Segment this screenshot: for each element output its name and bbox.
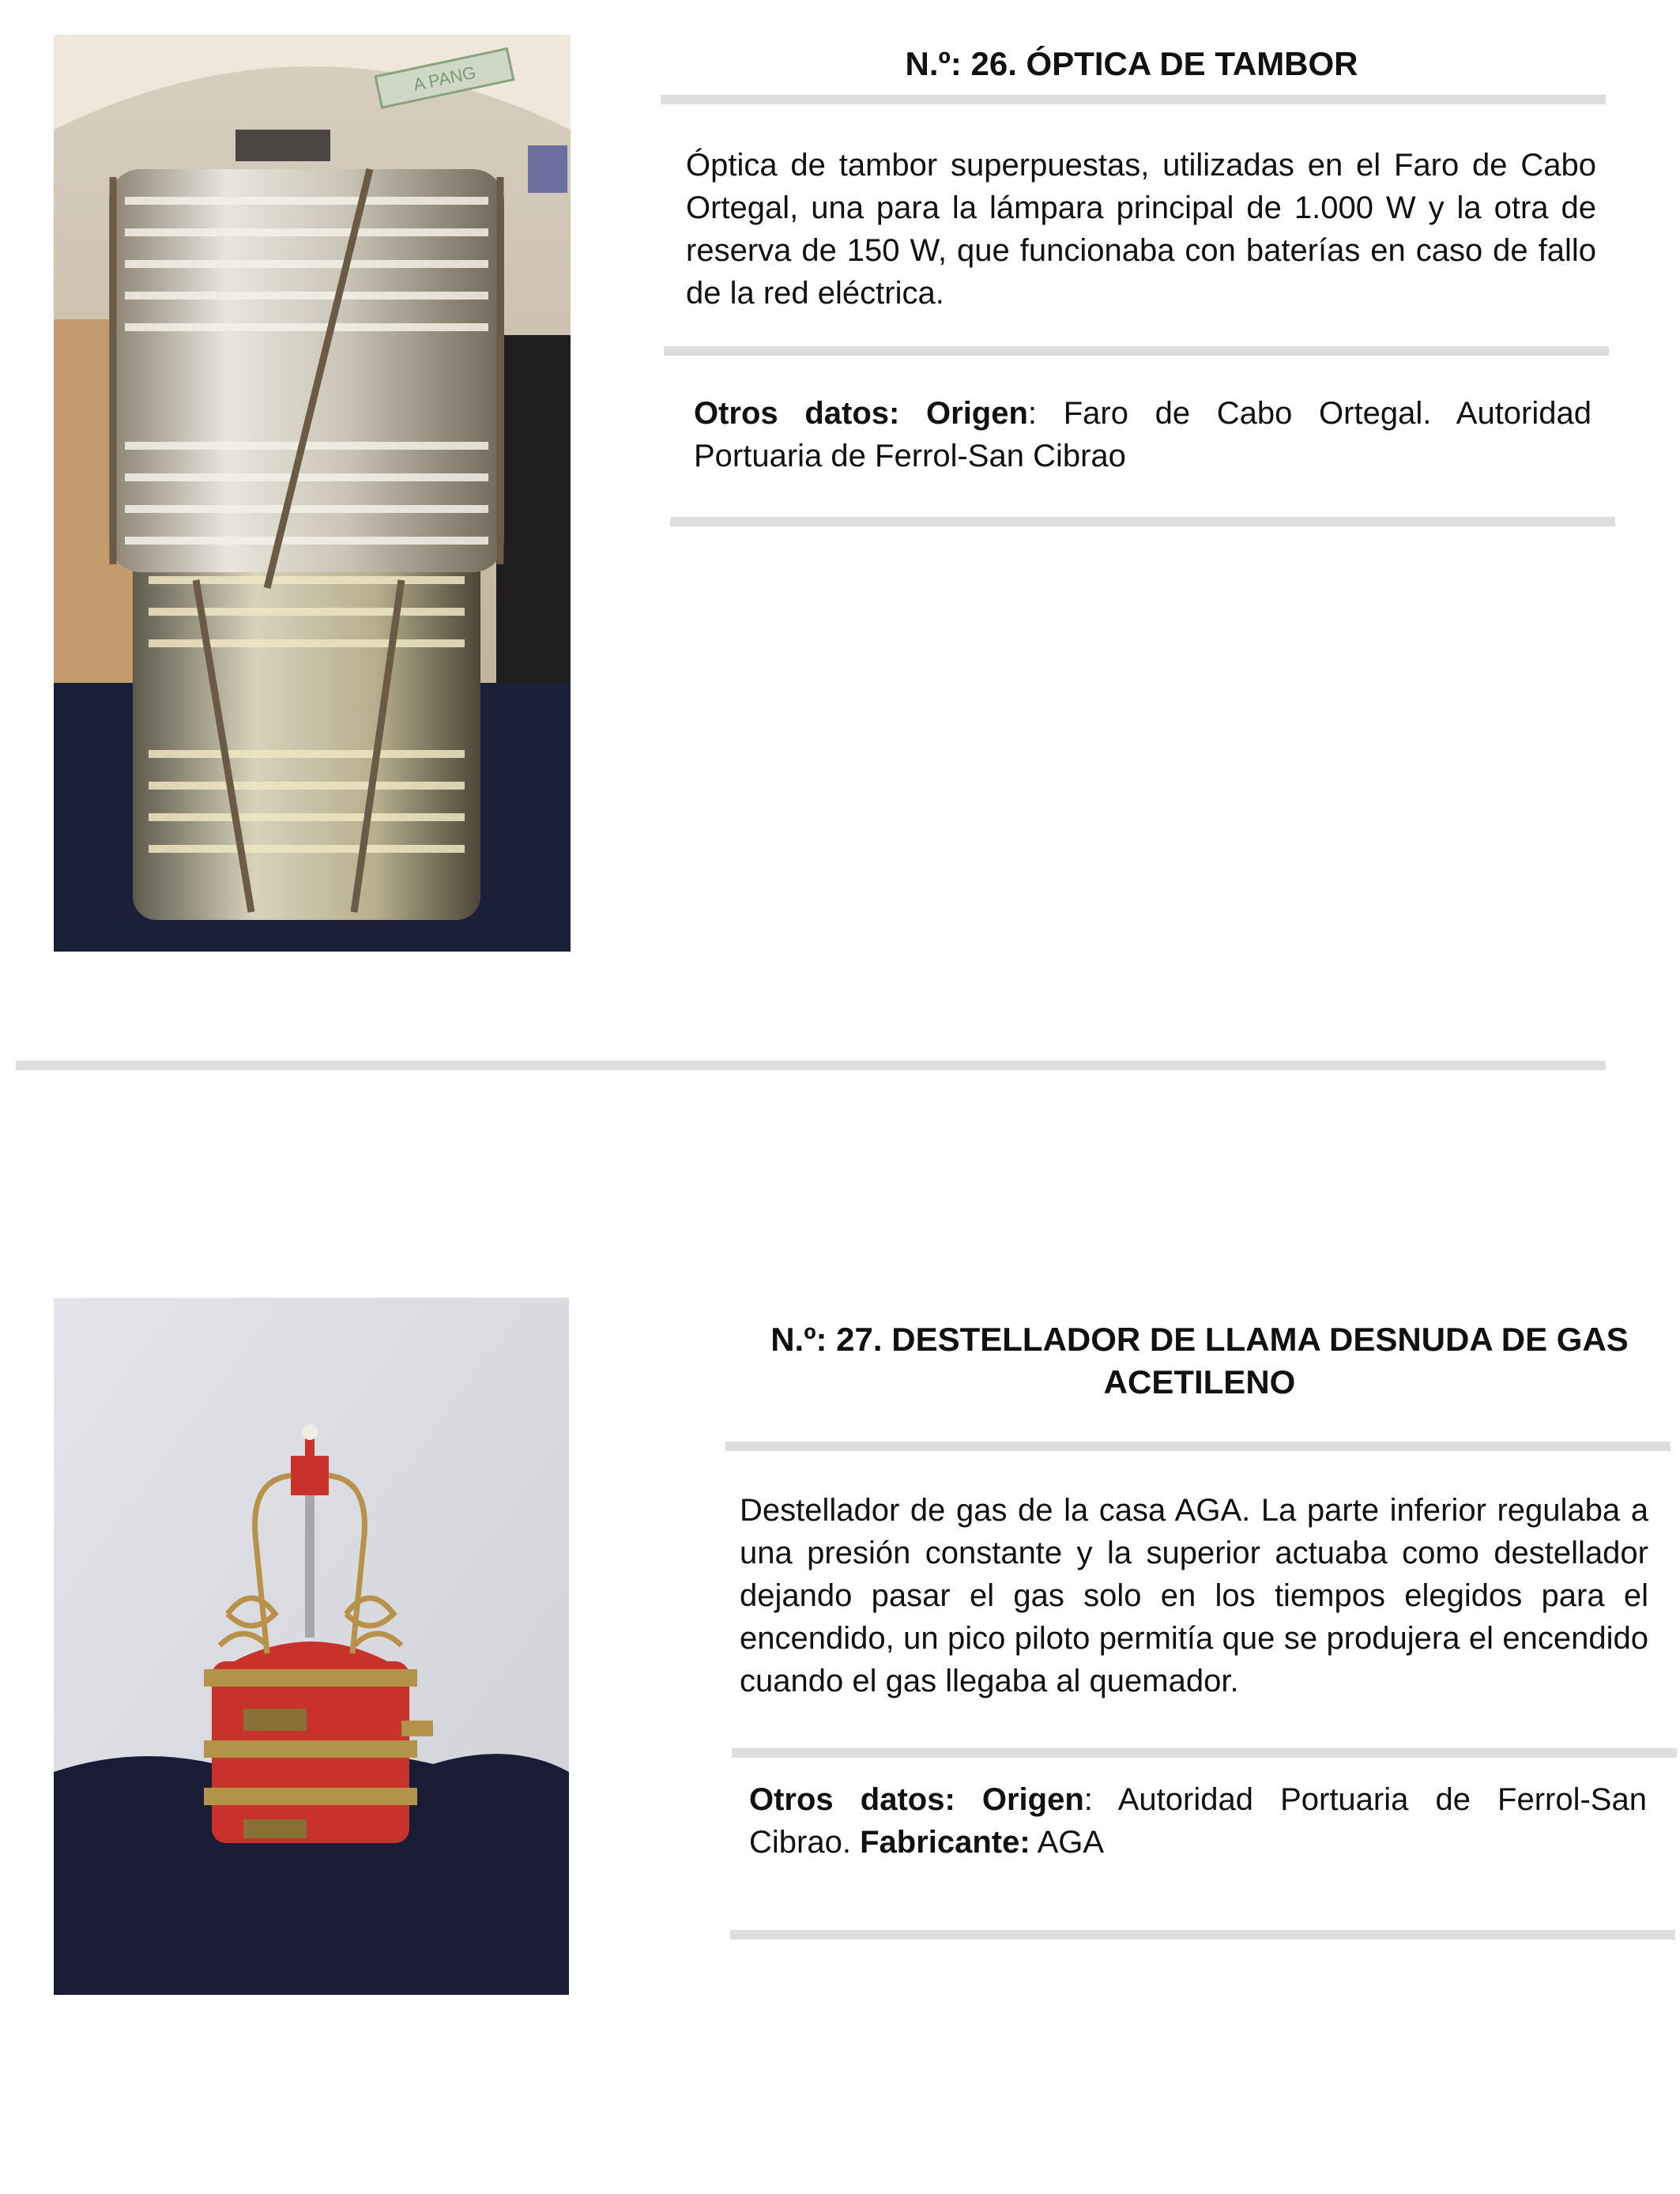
item-27-title (727, 1318, 1672, 1404)
origin-value: : Autoridad Portuaria de Ferrol-San Cibrao. (749, 1782, 1647, 1860)
acetylene-flasher-photo (54, 1298, 569, 1995)
item-26-description: Óptica de tambor superpuestas, utilizadas en el Faro de Cabo Ortegal, una para la lámpara principal de 1.000 W y la otra de reserva de 150 W, que funcionaba con baterías en caso de fallo de la red eléctrica. (686, 148, 1596, 311)
item-26-title-divider (661, 95, 1606, 104)
origin-label: Origen (981, 1782, 1084, 1817)
item-27-description-divider (732, 1748, 1677, 1758)
lens-drum-photo (54, 35, 571, 952)
other-data-label: Otros datos: (749, 1782, 955, 1817)
other-data-label: Otros datos: (694, 396, 900, 431)
item-26-description-divider (664, 346, 1609, 356)
item-27-title-line1: N.º: 27. DESTELLADOR DE LLAMA DESNUDA DE GAS (770, 1321, 1629, 1358)
item-27-other-divider (730, 1930, 1675, 1940)
item-27-title-line2: ACETILENO (1103, 1363, 1296, 1400)
maker-value: AGA (1030, 1825, 1105, 1860)
item-26-other-data (694, 392, 1591, 477)
origin-label: Origen (926, 396, 1028, 431)
item-26-title: N.º: 26. ÓPTICA DE TAMBOR (905, 45, 1358, 82)
section-separator (16, 1061, 1606, 1070)
item-27-other-data (749, 1778, 1647, 1864)
item-27-description: Destellador de gas de la casa AGA. La parte inferior regulaba a una presión constante y la superior actuaba como destellador dejando pasar el gas solo en los tiempos elegidos para el encendido, un pico piloto permitía que se produjera el encendido cuando el gas llegaba al quemador. (740, 1493, 1648, 1698)
item-26-other-divider (670, 517, 1615, 526)
wall-sign-text: A PANG (411, 62, 478, 95)
maker-label: Fabricante: (860, 1825, 1030, 1860)
origin-value: : Faro de Cabo Ortegal. Autoridad Portuaria de Ferrol-San Cibrao (694, 396, 1591, 473)
item-27-title-divider (725, 1442, 1671, 1451)
